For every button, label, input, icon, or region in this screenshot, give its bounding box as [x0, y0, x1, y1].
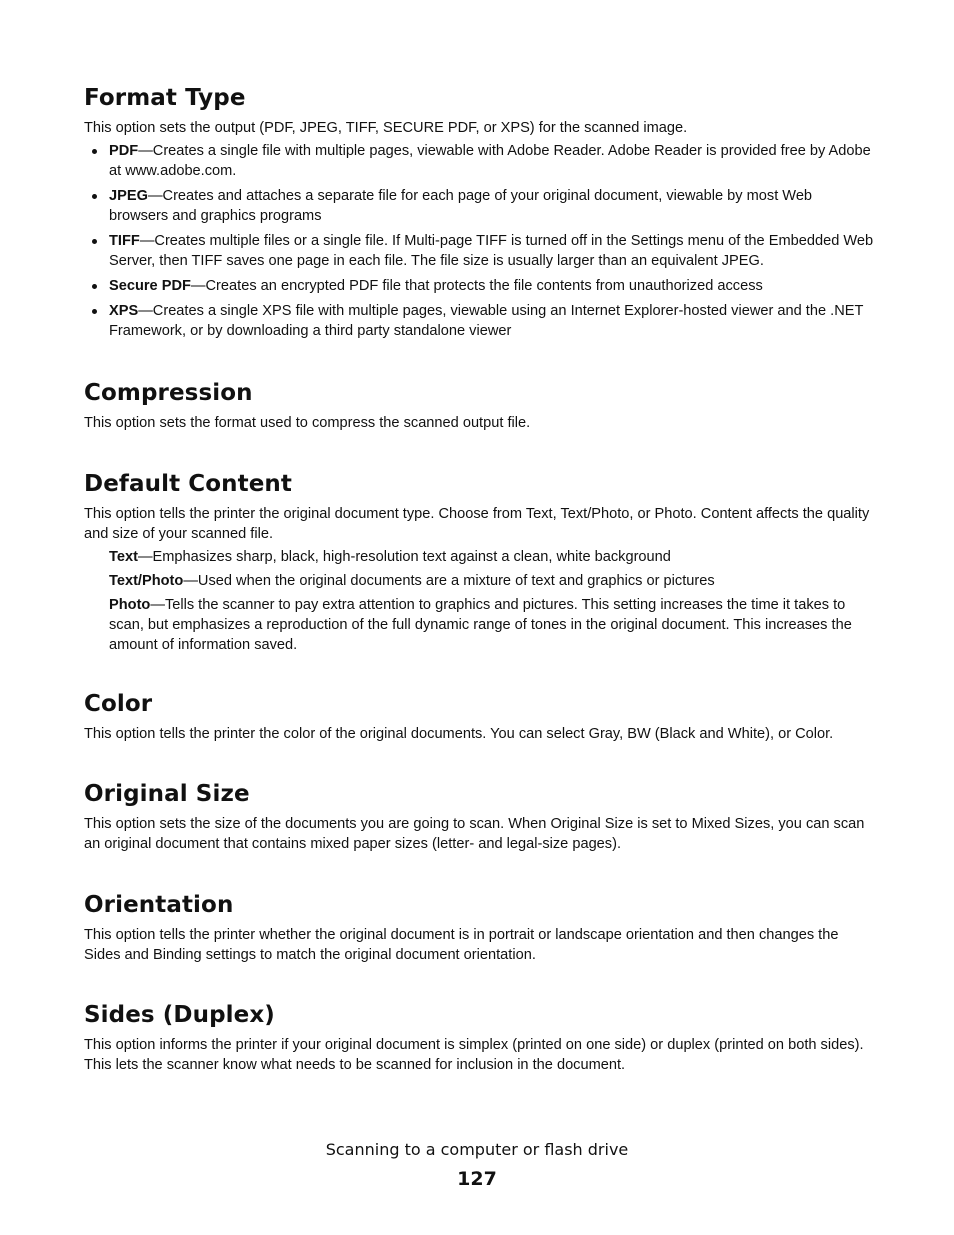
item-term: Text/Photo [109, 573, 184, 589]
section-intro: This option sets the size of the documents you are going to scan. When Original Size is set to Mixed Sizes, you can scan an original document that contains mixed paper sizes (letter- and legal-size pages). [84, 816, 865, 852]
section-original-size [84, 779, 874, 854]
item-description: —Emphasizes sharp, black, high-resolution text against a clean, white background [137, 549, 671, 565]
bullet-icon [92, 149, 97, 154]
format-list [84, 141, 874, 341]
item-description: —Used when the original documents are a mixture of text and graphics or pictures [183, 573, 715, 589]
section-intro: This option sets the format used to compress the scanned output file. [84, 415, 531, 431]
item-description: —Tells the scanner to pay extra attention to graphics and pictures. This setting increases the time it takes to scan, but emphasizes a reproduction of the full dynamic range of tones in the original document. This increases the amount of information saved. [109, 597, 852, 653]
section-heading: Orientation [84, 892, 234, 918]
section-compression [84, 378, 874, 433]
section-format-type [84, 83, 874, 346]
item-term: JPEG [109, 188, 148, 204]
content-type-list [84, 547, 874, 655]
section-default-content [84, 469, 874, 659]
section-intro: This option tells the printer whether the original document is in portrait or landscape orientation and then changes the Sides and Binding settings to match the original document orientation. [84, 927, 839, 963]
item-term: Photo [109, 597, 151, 613]
list-item [84, 231, 874, 271]
item-description: —Creates a single XPS file with multiple pages, viewable using an Internet Explorer-hosted viewer and the .NET Framework, or by downloading a third party standalone viewer [109, 303, 864, 339]
item-term: Secure PDF [109, 278, 191, 294]
item-term: Text [109, 549, 138, 565]
item-term: PDF [109, 143, 139, 159]
section-intro: This option tells the printer the color of the original documents. You can select Gray, BW (Black and White), or Color. [84, 726, 834, 742]
list-item [84, 276, 874, 296]
bullet-icon [92, 194, 97, 199]
page-number: 127 [457, 1168, 497, 1190]
list-item [109, 571, 874, 591]
section-orientation [84, 890, 874, 965]
item-description: —Creates multiple files or a single file. If Multi-page TIFF is turned off in the Settings menu of the Embedded Web Server, then TIFF saves one page in each file. The file size is usually larger than an equivalent JPEG. [109, 233, 874, 269]
section-intro: This option tells the printer the original document type. Choose from Text, Text/Photo, or Photo. Content affects the quality and size of your scanned file. [84, 506, 870, 542]
bullet-icon [92, 284, 97, 289]
list-item [109, 547, 874, 567]
list-item [109, 595, 874, 655]
section-heading: Original Size [84, 781, 250, 807]
section-sides-duplex [84, 1000, 874, 1075]
section-intro: This option sets the output (PDF, JPEG, TIFF, SECURE PDF, or XPS) for the scanned image. [84, 120, 688, 136]
section-heading: Color [84, 691, 153, 717]
section-heading: Default Content [84, 471, 292, 497]
section-heading: Sides (Duplex) [84, 1002, 275, 1028]
item-description: —Creates and attaches a separate file for each page of your original document, viewable by most Web browsers and graphics programs [109, 188, 813, 224]
list-item [84, 186, 874, 226]
footer-chapter-title: Scanning to a computer or flash drive [325, 1140, 629, 1159]
section-heading: Compression [84, 380, 253, 406]
bullet-icon [92, 239, 97, 244]
section-heading: Format Type [84, 85, 246, 111]
list-item [84, 301, 874, 341]
section-color [84, 689, 874, 744]
list-item [84, 141, 874, 181]
item-description: —Creates an encrypted PDF file that protects the file contents from unauthorized access [190, 278, 763, 294]
section-intro: This option informs the printer if your original document is simplex (printed on one side) or duplex (printed on both sides). This lets the scanner know what needs to be scanned for inclusion in the document. [84, 1037, 864, 1073]
item-term: TIFF [109, 233, 140, 249]
item-term: XPS [109, 303, 139, 319]
item-description: —Creates a single file with multiple pages, viewable with Adobe Reader. Adobe Reader is provided free by Adobe at www.adobe.com. [109, 143, 871, 179]
bullet-icon [92, 309, 97, 314]
